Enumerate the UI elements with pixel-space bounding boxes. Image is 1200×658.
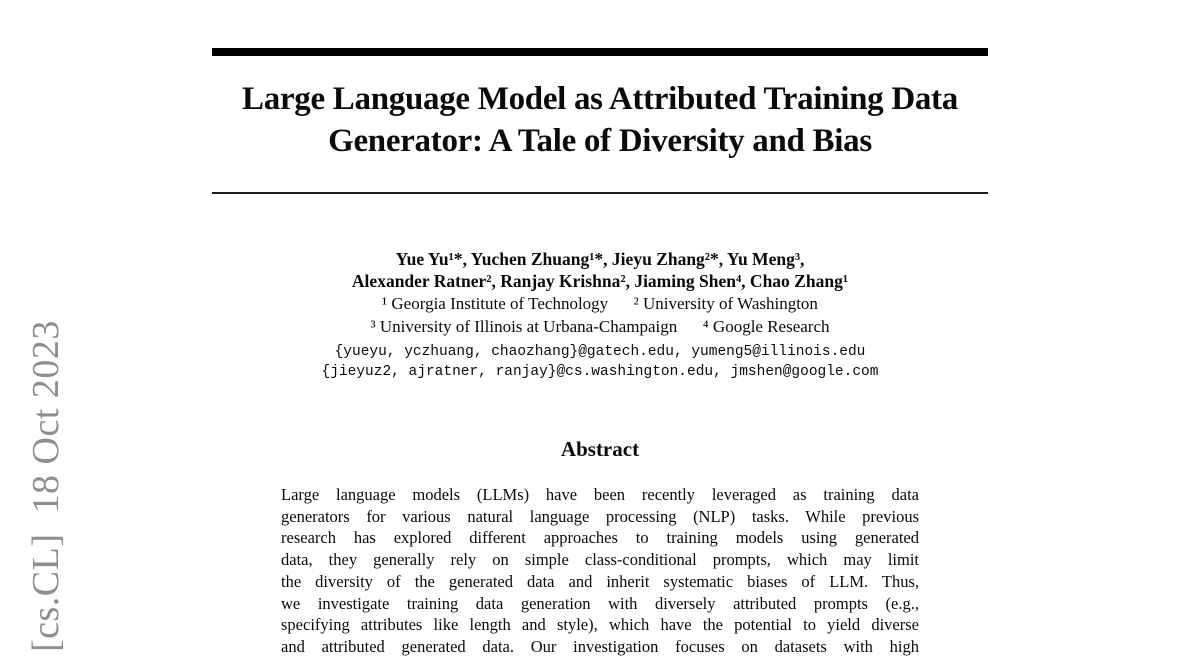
author-list — [212, 248, 988, 292]
abstract-heading: Abstract — [560, 437, 640, 461]
title-rule-top — [212, 48, 988, 56]
abstract-text-line: the diversity of the generated data and inherit systematic biases of LLM. Thus, — [281, 571, 919, 591]
email-list — [212, 342, 988, 382]
email-line-2: {jieyuz2, ajratner, ranjay}@cs.washington.edu, jmshen@google.com — [321, 364, 879, 380]
title-rule-bottom — [212, 192, 988, 194]
paper-title-line-2: Generator: A Tale of Diversity and Bias — [328, 123, 872, 159]
abstract-text-line: and attributed generated data. Our investigation focuses on datasets with high — [281, 636, 919, 656]
abstract-text-line: data, they generally rely on simple class-conditional prompts, which may limit — [281, 550, 919, 570]
paper-title-line-1: Large Language Model as Attributed Training Data — [242, 81, 958, 117]
paper-title — [212, 78, 988, 162]
arxiv-watermark: [cs.CL] 18 Oct 2023 — [25, 320, 67, 652]
abstract-text-line: generators for various natural language processing (NLP) tasks. While previous — [281, 506, 919, 526]
author-line-1: Yue Yu¹*, Yuchen Zhuang¹*, Jieyu Zhang²*, Yu Meng³, — [395, 249, 805, 269]
abstract-text-line: Large language models (LLMs) have been recently leveraged as training data — [281, 485, 919, 504]
abstract-text-line: research has explored different approaches to training models using generated — [281, 528, 919, 548]
author-line-2: Alexander Ratner², Ranjay Krishna², Jiaming Shen⁴, Chao Zhang¹ — [351, 271, 849, 291]
paper-content-column — [212, 0, 988, 658]
abstract-body — [212, 484, 988, 658]
abstract-text-line: we investigate training data generation with diversely attributed prompts (e.g., — [281, 593, 919, 613]
affiliation-line-2: ³ University of Illinois at Urbana-Champaign ⁴ Google Research — [370, 317, 830, 336]
email-line-1: {yueyu, yczhuang, chaozhang}@gatech.edu, yumeng5@illinois.edu — [334, 344, 866, 360]
affiliation-line-1: ¹ Georgia Institute of Technology ² University of Washington — [382, 294, 818, 313]
abstract-text-line: specifying attributes like length and style), which have the potential to yield diverse — [281, 615, 919, 635]
affiliation-list — [212, 292, 988, 338]
